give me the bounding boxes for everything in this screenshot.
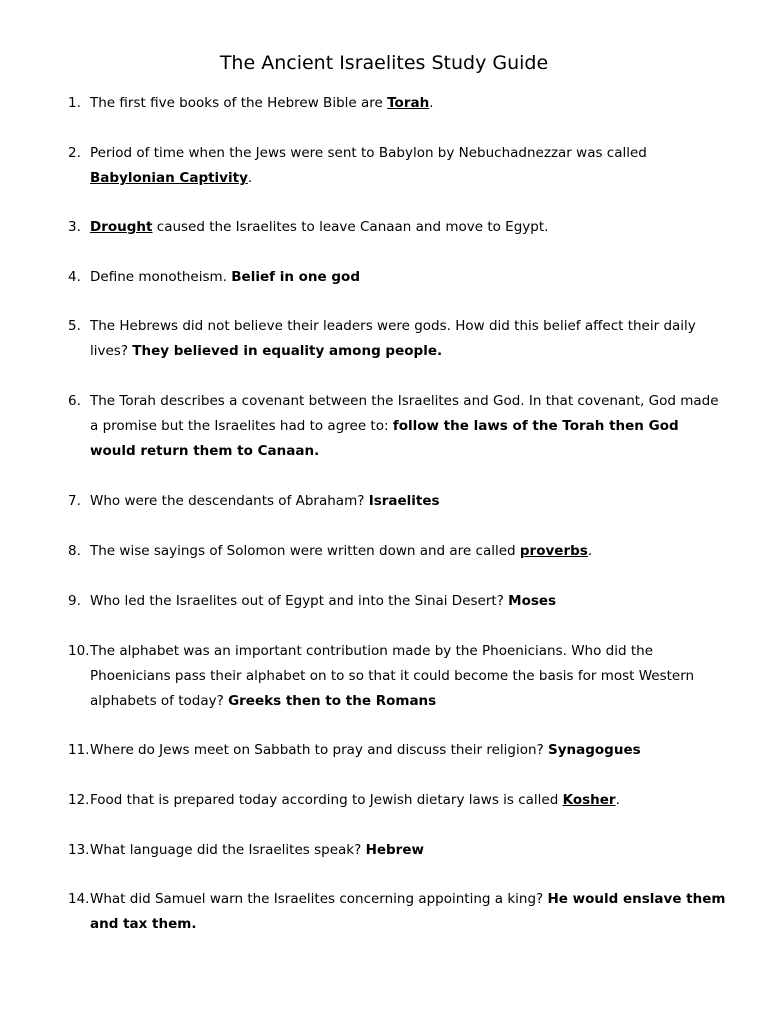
question-text: What did Samuel warn the Israelites concerning appointing a king? bbox=[90, 891, 548, 907]
question-12 bbox=[68, 788, 728, 813]
question-1 bbox=[68, 91, 728, 116]
answer-text: He would enslave them and tax them. bbox=[90, 891, 726, 932]
question-2 bbox=[68, 141, 728, 191]
question-text: Where do Jews meet on Sabbath to pray and discuss their religion? bbox=[90, 742, 548, 758]
question-text-end: . bbox=[429, 95, 434, 111]
question-number: 14. bbox=[68, 891, 90, 907]
question-text: Who led the Israelites out of Egypt and into the Sinai Desert? bbox=[90, 593, 509, 609]
question-text: The Torah describes a covenant between the Israelites and God. In that covenant, God made a promise but the Israelites had to agree to: bbox=[90, 393, 719, 434]
page-title: The Ancient Israelites Study Guide bbox=[219, 52, 549, 74]
question-5 bbox=[68, 314, 728, 364]
question-number: 8. bbox=[68, 543, 81, 559]
answer-text: Torah bbox=[387, 95, 430, 111]
question-4 bbox=[68, 265, 728, 290]
question-text-end: . bbox=[615, 792, 620, 808]
question-number: 7. bbox=[68, 493, 81, 509]
question-9 bbox=[68, 589, 728, 614]
question-14 bbox=[68, 887, 728, 937]
answer-text: follow the laws of the Torah then God would return them to Canaan. bbox=[90, 418, 679, 459]
answer-text: Kosher bbox=[562, 792, 616, 808]
answer-text: Belief in one god bbox=[231, 269, 360, 285]
answer-text: Moses bbox=[508, 593, 557, 609]
question-10 bbox=[68, 639, 728, 714]
question-text: Who were the descendants of Abraham? bbox=[90, 493, 369, 509]
question-text: Define monotheism. bbox=[90, 269, 232, 285]
question-text: Period of time when the Jews were sent to Babylon by Nebuchadnezzar was called bbox=[90, 145, 647, 161]
question-text: Food that is prepared today according to Jewish dietary laws is called bbox=[90, 792, 563, 808]
question-number: 12. bbox=[68, 792, 90, 808]
question-text-end: . bbox=[247, 170, 253, 186]
question-text: caused the Israelites to leave Canaan and move to Egypt. bbox=[152, 219, 549, 235]
question-number: 1. bbox=[68, 95, 81, 111]
question-text: What language did the Israelites speak? bbox=[90, 842, 366, 858]
question-7 bbox=[68, 489, 728, 514]
question-number: 2. bbox=[68, 145, 81, 161]
question-8 bbox=[68, 539, 728, 564]
question-number: 11. bbox=[68, 742, 90, 758]
answer-text: Synagogues bbox=[547, 742, 641, 758]
question-number: 10. bbox=[68, 643, 90, 659]
question-text: The alphabet was an important contribution made by the Phoenicians. Who did the Phoenicians pass their alphabet on to so that it could become the basis for most Western alphabets of today? bbox=[90, 643, 695, 709]
answer-text: proverbs bbox=[519, 543, 588, 559]
question-13 bbox=[68, 838, 728, 863]
question-3 bbox=[68, 215, 728, 240]
question-text: The wise sayings of Solomon were written down and are called bbox=[90, 543, 520, 559]
question-number: 13. bbox=[68, 842, 90, 858]
answer-text: Babylonian Captivity bbox=[90, 170, 248, 186]
question-text-end: . bbox=[587, 543, 593, 559]
question-text: The Hebrews did not believe their leaders were gods. How did this belief affect their daily lives? bbox=[90, 318, 696, 359]
answer-text: They believed in equality among people. bbox=[132, 343, 443, 359]
answer-text: Greeks then to the Romans bbox=[228, 693, 437, 709]
question-11 bbox=[68, 738, 728, 763]
question-number: 4. bbox=[68, 269, 81, 285]
answer-text: Drought bbox=[90, 219, 153, 235]
question-6 bbox=[68, 389, 728, 464]
answer-text: Hebrew bbox=[365, 842, 424, 858]
question-text: The first five books of the Hebrew Bible are bbox=[90, 95, 388, 111]
question-number: 3. bbox=[68, 219, 81, 235]
question-number: 6. bbox=[68, 393, 81, 409]
answer-text: Israelites bbox=[368, 493, 440, 509]
question-number: 9. bbox=[68, 593, 81, 609]
question-number: 5. bbox=[68, 318, 81, 334]
